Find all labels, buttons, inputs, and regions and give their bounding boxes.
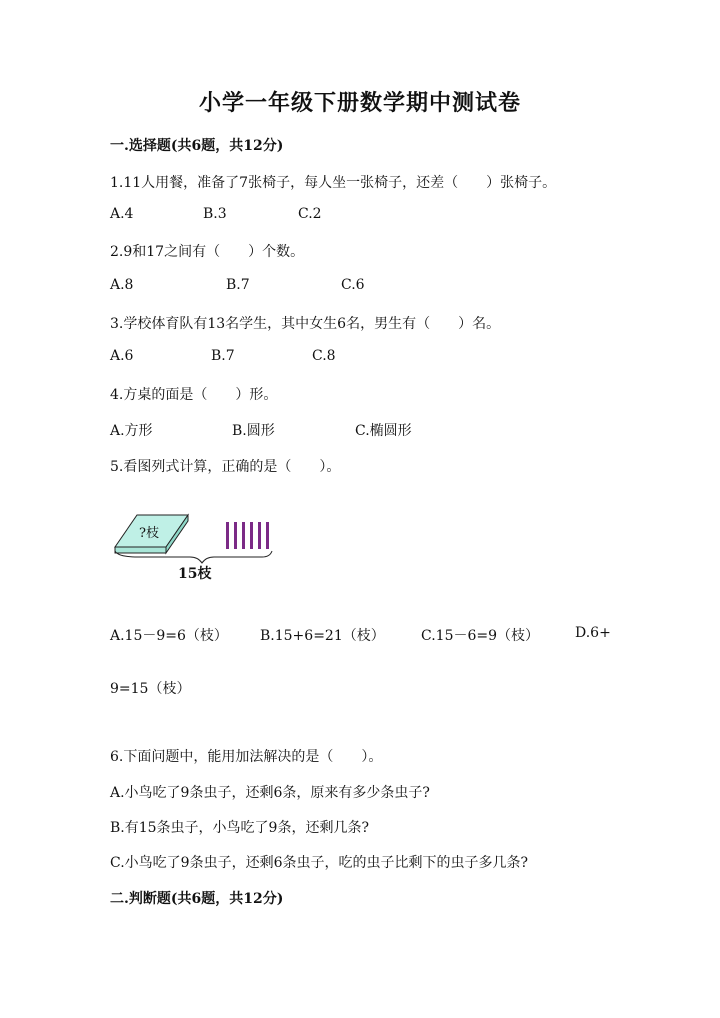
question-3: 3.学校体育队有13名学生，其中女生6名，男生有（ ）名。 — [110, 316, 501, 332]
total-label: 15枝 — [178, 566, 212, 582]
page-title: 小学一年级下册数学期中测试卷 — [198, 90, 521, 116]
q2-option-c: C.6 — [341, 277, 365, 293]
q5-option-a: A.15－9=6（枝） — [110, 628, 228, 644]
pencil-bar — [258, 522, 261, 549]
box-label: ?枝 — [139, 526, 159, 541]
q4-option-a: A.方形 — [110, 423, 153, 439]
q5-option-b: B.15+6=21（枝） — [260, 628, 385, 644]
q5-option-d-continued: 9=15（枝） — [110, 681, 191, 697]
q4-option-b: B.圆形 — [232, 423, 275, 439]
question-6: 6.下面问题中，能用加法解决的是（ ）。 — [110, 749, 383, 765]
q6-option-b: B.有15条虫子，小鸟吃了9条，还剩几条? — [110, 820, 369, 836]
q4-option-c: C.椭圆形 — [355, 423, 412, 439]
q1-option-b: B.3 — [203, 206, 227, 222]
pencil-bar — [226, 522, 229, 549]
q6-option-a: A.小鸟吃了9条虫子，还剩6条，原来有多少条虫子? — [110, 785, 430, 801]
pencil-bar — [242, 522, 245, 549]
q6-option-c: C.小鸟吃了9条虫子，还剩6条虫子，吃的虫子比剩下的虫子多几条? — [110, 855, 528, 871]
question-4: 4.方桌的面是（ ）形。 — [110, 387, 278, 403]
q1-option-a: A.4 — [110, 206, 134, 222]
box-front-face — [115, 547, 166, 553]
pencil-bar — [234, 522, 237, 549]
section-heading-judgement: 二.判断题(共6题，共12分) — [110, 891, 284, 907]
q3-option-b: B.7 — [211, 348, 235, 364]
q5-figure — [110, 505, 290, 585]
question-1: 1.11人用餐，准备了7张椅子，每人坐一张椅子，还差（ ）张椅子。 — [110, 175, 557, 191]
q5-option-c: C.15－6=9（枝） — [421, 628, 540, 644]
pencil-bars — [226, 522, 269, 549]
q3-option-a: A.6 — [110, 348, 134, 364]
pencil-bar — [250, 522, 253, 549]
pencil-bar — [266, 522, 269, 549]
q5-option-d: D.6+ — [575, 625, 611, 641]
section-heading-choice: 一.选择题(共6题，共12分) — [110, 138, 284, 154]
q1-option-c: C.2 — [298, 206, 322, 222]
question-2: 2.9和17之间有（ ）个数。 — [110, 244, 305, 260]
question-5: 5.看图列式计算，正确的是（ ）。 — [110, 459, 341, 475]
q2-option-a: A.8 — [110, 277, 134, 293]
q2-option-b: B.7 — [226, 277, 250, 293]
q3-option-c: C.8 — [312, 348, 336, 364]
